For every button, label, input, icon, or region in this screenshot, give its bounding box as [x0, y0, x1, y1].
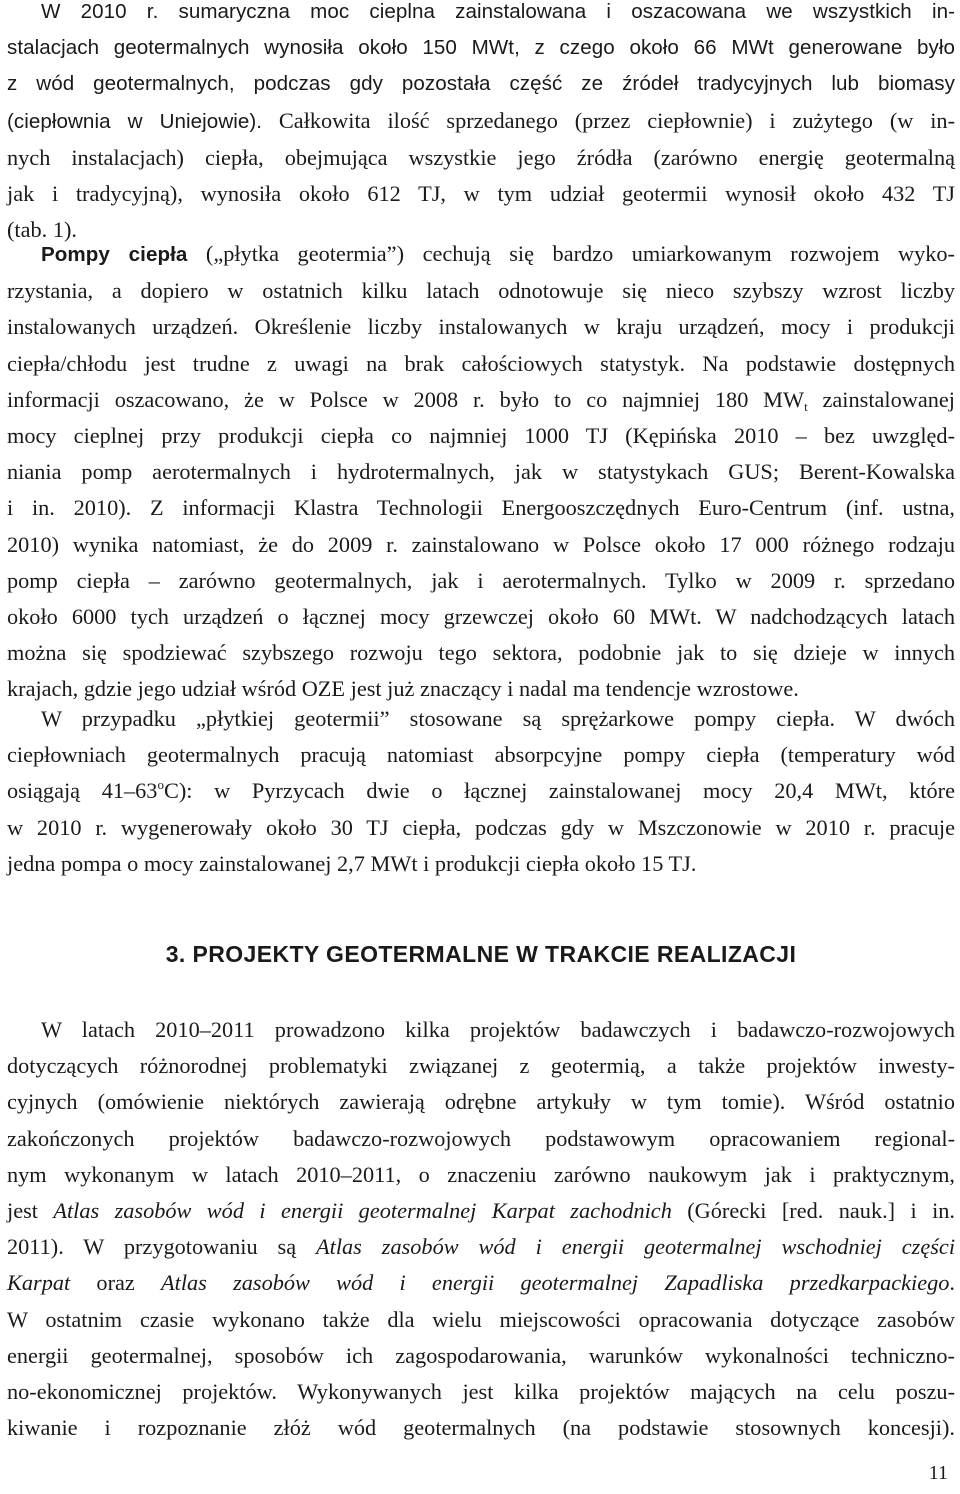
text-line: W przypadku „płytkiej geotermii” stosowane są sprężarkowe pompy ciepła. W dwóch: [41, 706, 955, 731]
text-fragment: („płytka geotermia”) cechują się bardzo umiarkowanym rozwojem wyko-: [187, 241, 955, 266]
italic-title: Karpat: [7, 1270, 71, 1296]
text-line: stalacjach geotermalnych wynosiła około 150 MWt, z czego około 66 MWt generowane było: [7, 36, 955, 60]
text-line: pomp ciepła – zarówno geotermalnych, jak i aerotermalnych. Tylko w 2009 r. sprzedano: [7, 567, 955, 593]
text-line: [7, 1265, 955, 1301]
text-fragment: (ciepłownia w Uniejowie).: [7, 109, 263, 133]
text-line: i in. 2010). Z informacji Klastra Technologii Energooszczędnych Euro-Centrum (inf. ustna,: [7, 495, 955, 521]
text-line: kiwanie i rozpoznanie złóż wód geotermalnych (na podstawie stosownych koncesji).: [7, 1415, 955, 1441]
subscript: t: [804, 398, 808, 414]
text-line: dotyczących różnorodnej problematyki związanej z geotermią, a także projektów inwesty-: [7, 1053, 955, 1079]
text-line: jak i tradycyjną), wynosiła około 612 TJ, w tym udział geotermii wynosił około 432 TJ: [7, 181, 955, 207]
text-line: W 2010 r. sumaryczna moc cieplna zainstalowana i oszacowana we wszystkich in-: [41, 0, 955, 23]
paragraph-shallow-geothermal: [7, 701, 955, 882]
text-fragment: zainstalowanej: [807, 386, 955, 412]
italic-title: Atlas zasobów wód i energii geotermalnej wschodniej części: [316, 1234, 956, 1260]
italic-title: Atlas zasobów wód i energii geotermalnej Zapadliska przedkarpackiego: [161, 1270, 950, 1296]
text-line: zakończonych projektów badawczo-rozwojowych podstawowym opracowaniem regional-: [7, 1125, 955, 1151]
text-fragment: informacji oszacowano, że w Polsce w 2008 r. było to co najmniej 180 MW: [7, 386, 805, 412]
text-line: W ostatnim czasie wykonano także dla wielu miejscowości opracowania dotyczące zasobów: [7, 1306, 955, 1332]
text-fragment: jest: [7, 1198, 54, 1224]
text-line: [7, 236, 955, 273]
text-line: rzystania, a dopiero w ostatnich kilku latach odnotowuje się nieco szybszy wzrost liczby: [7, 278, 955, 304]
paragraph-heat-capacity: [7, 0, 955, 248]
text-line: ciepłowniach geotermalnych pracują natomiast absorpcyjne pompy ciepła (temperatury wód: [7, 742, 955, 768]
text-fragment: 2011). W przygotowaniu są: [7, 1234, 317, 1260]
text-fragment: osiągają 41–63: [7, 778, 158, 804]
text-fragment: C): w Pyrzycach dwie o łącznej zainstalowanej mocy 20,4 MWt, które: [163, 778, 955, 804]
text-line: jedna pompa o mocy zainstalowanej 2,7 MWt i produkcji ciepła około 15 TJ.: [7, 850, 697, 876]
text-line: no-ekonomicznej projektów. Wykonywanych jest kilka projektów mających na celu poszu-: [7, 1379, 955, 1405]
paragraph-heat-pumps: [7, 236, 955, 708]
section-heading: 3. PROJEKTY GEOTERMALNE W TRAKCIE REALIZACJI: [165, 941, 797, 967]
text-line: nym wykonanym w latach 2010–2011, o znaczeniu zarówno naukowym jak i praktycznym,: [7, 1161, 955, 1187]
superscript: o: [157, 777, 164, 793]
text-line: [7, 773, 955, 809]
text-line: krajach, gdzie jego udział wśród OZE jest już znaczący i nadal ma tendencje wzrostowe.: [7, 676, 799, 702]
text-line: nych instalacjach) ciepła, obejmująca wszystkie jego źródła (zarówno energię geotermalną: [7, 144, 955, 170]
text-line: niania pomp aerotermalnych i hydrotermalnych, jak w statystykach GUS; Berent-Kowalska: [7, 459, 955, 485]
text-line: [7, 382, 955, 418]
text-line: energii geotermalnej, sposobów ich zagospodarowania, warunków wykonalności techniczno-: [7, 1342, 955, 1368]
text-line: [7, 1229, 955, 1265]
text-line: 2010) wynika natomiast, że do 2009 r. zainstalowano w Polsce około 17 000 różnego rodzaju: [7, 531, 955, 557]
page-number: 11: [928, 1462, 948, 1484]
text-fragment: (Górecki [red. nauk.] i in.: [671, 1198, 955, 1224]
text-line: cyjnych (omówienie niektórych zawierają odrębne artykuły w tym tomie). Wśród ostatnio: [7, 1089, 955, 1115]
text-line: z wód geotermalnych, podczas gdy pozostała część ze źródeł tradycyjnych lub biomasy: [7, 72, 955, 96]
text-line: W latach 2010–2011 prowadzono kilka projektów badawczych i badawczo-rozwojowych: [41, 1017, 955, 1042]
paragraph-projects: [7, 1012, 955, 1446]
text-fragment: .: [949, 1270, 955, 1296]
text-line: [7, 1193, 955, 1229]
bold-term: Pompy ciepła: [41, 243, 188, 266]
text-line: można się spodziewać szybszego rozwoju tego sektora, podobnie jak to się dzieje w innych: [7, 640, 955, 666]
text-line: (tab. 1).: [7, 217, 77, 243]
text-line: ciepła/chłodu jest trudne z uwagi na brak całościowych statystyk. Na podstawie dostępnych: [7, 350, 955, 376]
text-fragment: Całkowita ilość sprzedanego (przez ciepłownie) i zużytego (w in-: [262, 107, 955, 133]
text-line: w 2010 r. wygenerowały około 30 TJ ciepła, podczas gdy w Mszczonowie w 2010 r. pracuje: [7, 814, 955, 840]
text-line: instalowanych urządzeń. Określenie liczby instalowanych w kraju urządzeń, mocy i produkcji: [7, 314, 955, 340]
text-fragment: oraz: [70, 1270, 162, 1296]
italic-title: Atlas zasobów wód i energii geotermalnej Karpat zachodnich: [53, 1198, 672, 1224]
text-line: około 6000 tych urządzeń o łącznej mocy grzewczej około 60 MWt. W nadchodzących latach: [7, 604, 955, 630]
text-line: [7, 103, 955, 140]
text-line: mocy cieplnej przy produkcji ciepła co najmniej 1000 TJ (Kępińska 2010 – bez uwzględ-: [7, 423, 955, 449]
